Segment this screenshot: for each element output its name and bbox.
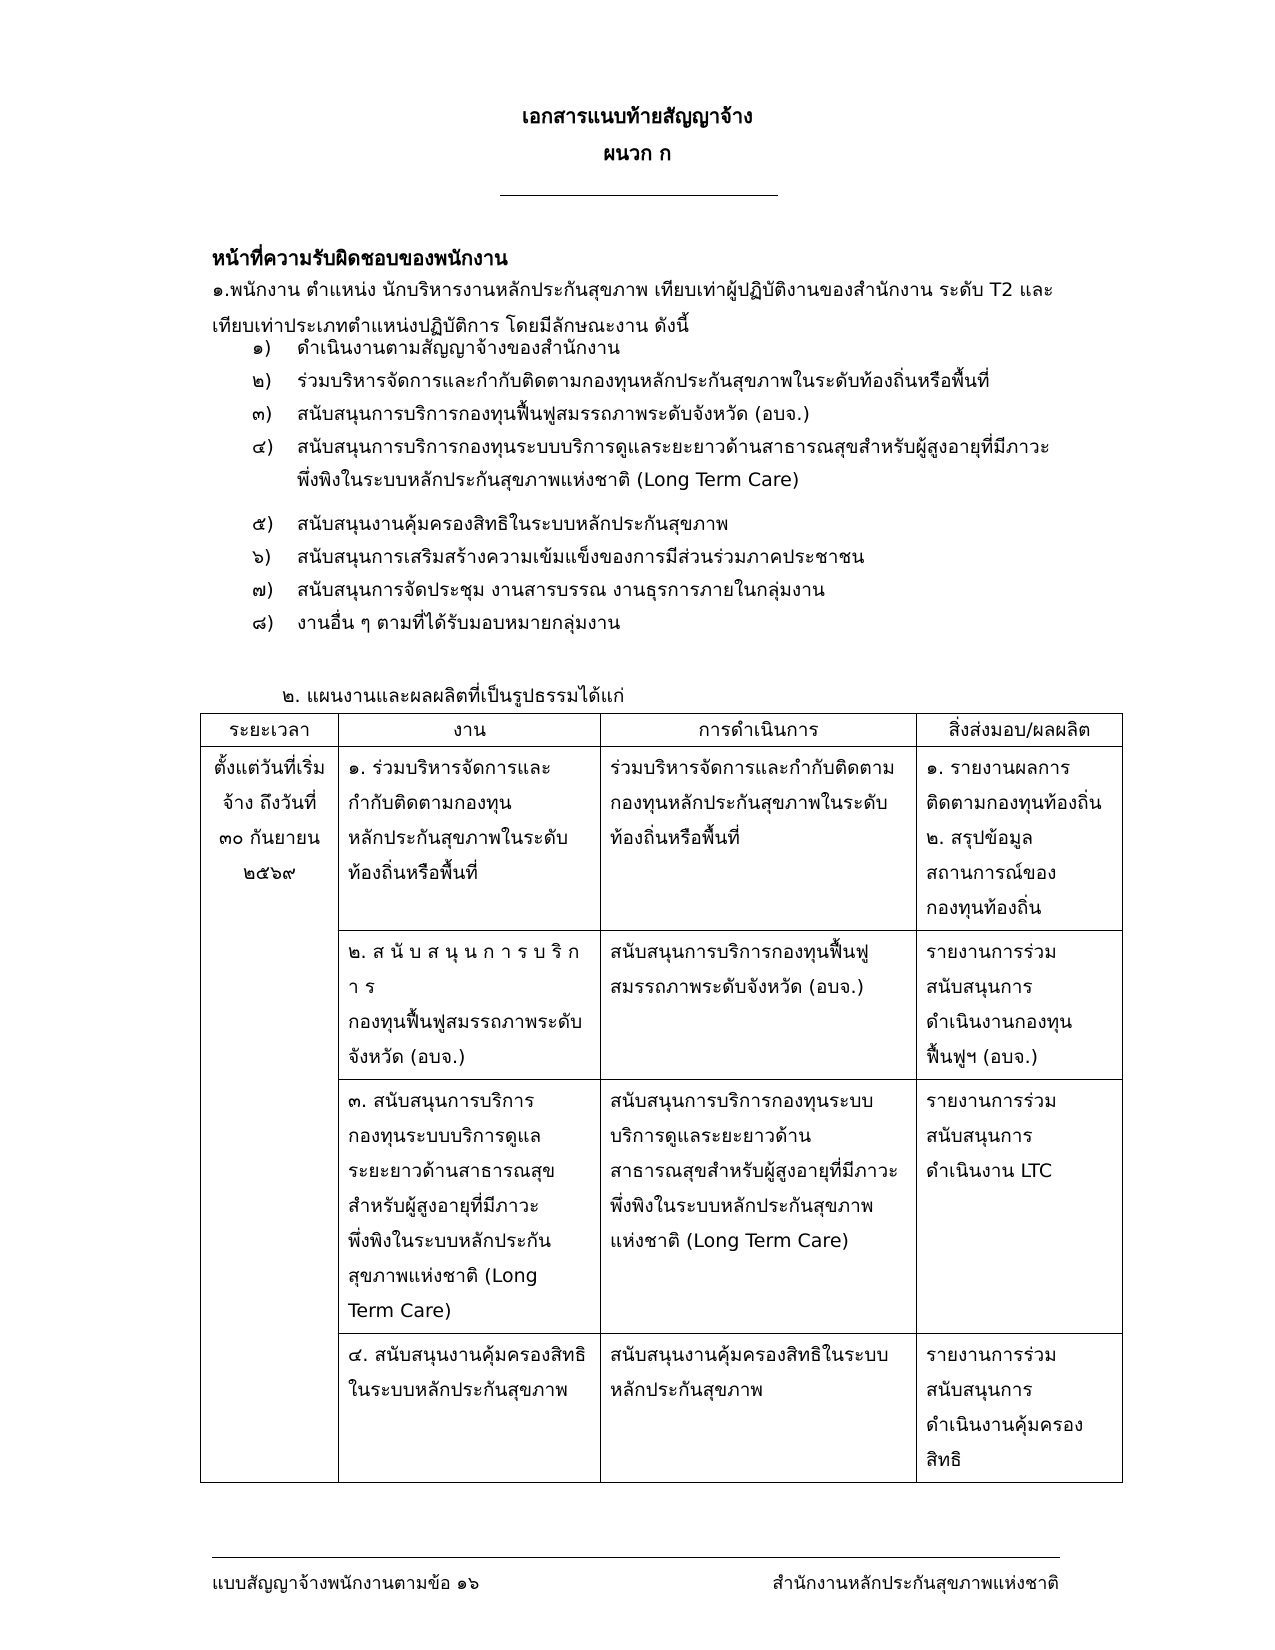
column-header-deliverable: สิ่งส่งมอบ/ผลผลิต [917,714,1123,747]
task-line: ๑. ร่วมบริหารจัดการและ [348,757,552,779]
action-line: สาธารณสุขสำหรับผู้สูงอายุที่มีภาวะ [610,1160,899,1182]
plan-heading: ๒. แผนงานและผลผลิตที่เป็นรูปธรรมได้แก่ [282,685,625,707]
task-line: ๔. สนับสนุนงานคุ้มครองสิทธิ [348,1344,587,1366]
duty-text: สนับสนุนงานคุ้มครองสิทธิในระบบหลักประกันสุขภาพ [297,513,729,535]
task-line: กองทุนระบบบริการดูแล [348,1125,542,1147]
period-line: จ้าง ถึงวันที่ [222,792,317,814]
table-row [201,1080,1123,1334]
task-line: จังหวัด (อบจ.) [348,1046,466,1068]
task-cell [339,1334,601,1483]
document-title: เอกสารแนบท้ายสัญญาจ้าง [522,104,753,128]
action-cell [601,747,917,931]
deliverable-cell [917,747,1123,931]
action-line: พึ่งพิงในระบบหลักประกันสุขภาพ [610,1195,874,1217]
task-line: ๓. สนับสนุนการบริการ [348,1090,535,1112]
task-line: พึ่งพิงในระบบหลักประกัน [348,1230,552,1252]
deliverable-line: ดำเนินงาน LTC [926,1160,1053,1182]
action-line: สนับสนุนการบริการกองทุนฟื้นฟู [610,941,869,963]
deliverable-line: รายงานการร่วม [926,941,1057,963]
period-line: ๒๕๖๙ [243,862,296,884]
task-line: หลักประกันสุขภาพในระดับ [348,827,569,849]
duty-item [252,398,1102,431]
deliverable-line: สถานการณ์ของ [926,862,1057,884]
duty-text: ดำเนินงานตามสัญญาจ้างของสำนักงาน [297,337,621,359]
action-line: หลักประกันสุขภาพ [610,1379,763,1401]
task-line: กองทุนฟื้นฟูสมรรถภาพระดับ [348,1011,583,1033]
duty-text: งานอื่น ๆ ตามที่ได้รับมอบหมายกลุ่มงาน [297,612,621,634]
duty-text: สนับสนุนการจัดประชุม งานสารบรรณ งานธุรการภายในกลุ่มงาน [297,579,825,601]
task-line: ในระบบหลักประกันสุขภาพ [348,1379,568,1401]
action-cell [601,1334,917,1483]
deliverable-cell [917,1334,1123,1483]
table-row [201,747,1123,931]
duty-item [252,607,1102,640]
task-cell [339,747,601,931]
column-header-task: งาน [339,714,601,747]
intro-line-1: ๑.พนักงาน ตำแหน่ง นักบริหารงานหลักประกันสุขภาพ เทียบเท่าผู้ปฏิบัติงานของสำนักงาน ระดับ T2 และ [212,279,1054,301]
deliverable-line: ติดตามกองทุนท้องถิ่น [926,792,1102,814]
duty-text [297,431,1097,497]
action-line: สนับสนุนงานคุ้มครองสิทธิในระบบ [610,1344,889,1366]
task-line: ท้องถิ่นหรือพื้นที่ [348,862,478,884]
action-cell [601,931,917,1080]
task-line: Term Care) [348,1300,452,1322]
deliverable-line: สนับสนุนการ [926,976,1033,998]
duty-text-line-1: สนับสนุนการบริการกองทุนระบบบริการดูแลระยะยาวด้านสาธารณสุขสำหรับผู้สูงอายุที่มีภาวะ [297,436,1050,458]
deliverable-cell [917,1080,1123,1334]
task-line: สำหรับผู้สูงอายุที่มีภาวะ [348,1195,540,1217]
duty-number: ๑) [252,337,272,359]
footer-organization: สำนักงานหลักประกันสุขภาพแห่งชาติ [772,1573,1059,1594]
deliverable-line: ๒. สรุปข้อมูล [926,827,1034,849]
duty-number: ๖) [252,546,272,568]
section-heading: หน้าที่ความรับผิดชอบของพนักงาน [212,246,508,270]
duty-number: ๔) [252,436,274,458]
deliverable-line: ฟื้นฟูฯ (อบจ.) [926,1046,1039,1068]
task-cell [339,1080,601,1334]
duty-item [252,332,1102,365]
deliverable-line: รายงานการร่วม [926,1344,1057,1366]
action-line: กองทุนหลักประกันสุขภาพในระดับ [610,792,888,814]
document-subtitle: ผนวก ก [603,141,672,165]
action-line: สมรรถภาพระดับจังหวัด (อบจ.) [610,976,865,998]
duty-number: ๗) [252,579,274,601]
task-line: ระยะยาวด้านสาธารณสุข [348,1160,556,1182]
action-cell [601,1080,917,1334]
deliverable-cell [917,931,1123,1080]
task-cell [339,931,601,1080]
duty-item [252,541,1102,574]
table-header-row [201,714,1123,747]
title-divider [500,195,778,196]
deliverable-line: ๑. รายงานผลการ [926,757,1071,779]
duty-text: ร่วมบริหารจัดการและกำกับติดตามกองทุนหลักประกันสุขภาพในระดับท้องถิ่นหรือพื้นที่ [297,370,990,392]
duty-item [252,508,1102,541]
duty-text: สนับสนุนการเสริมสร้างความเข้มแข็งของการมีส่วนร่วมภาคประชาชน [297,546,865,568]
plan-table [200,713,1123,1483]
deliverable-line: ดำเนินงานกองทุน [926,1011,1073,1033]
task-line: สุขภาพแห่งชาติ (Long [348,1265,538,1287]
task-line: ๒. ส นั บ ส นุ น ก า ร บ ริ ก า ร [348,941,580,998]
duty-number: ๒) [252,370,272,392]
duty-item [252,365,1102,398]
action-line: ร่วมบริหารจัดการและกำกับติดตาม [610,757,895,779]
task-line: กำกับติดตามกองทุน [348,792,512,814]
duty-number: ๘) [252,612,275,634]
table-row [201,1334,1123,1483]
duty-text: สนับสนุนการบริการกองทุนฟื้นฟูสมรรถภาพระดับจังหวัด (อบจ.) [297,403,810,425]
intro-line-2: เทียบเท่าประเภทตำแหน่งปฏิบัติการ โดยมีลักษณะงาน ดังนี้ [212,315,689,337]
deliverable-line: กองทุนท้องถิ่น [926,897,1042,919]
duty-item [252,574,1102,607]
action-line: แห่งชาติ (Long Term Care) [610,1230,849,1252]
deliverable-line: สนับสนุนการ [926,1379,1033,1401]
period-line: ๓๐ กันยายน [218,827,321,849]
footer-contract-reference: แบบสัญญาจ้างพนักงานตามข้อ ๑๖ [212,1573,480,1594]
deliverable-line: รายงานการร่วม [926,1090,1057,1112]
deliverable-line: สิทธิ [926,1449,962,1471]
duty-text-line-2: พึ่งพิงในระบบหลักประกันสุขภาพแห่งชาติ (Long Term Care) [297,469,800,491]
action-line: บริการดูแลระยะยาวด้าน [610,1125,812,1147]
action-line: ท้องถิ่นหรือพื้นที่ [610,827,740,849]
duty-item [252,431,1102,497]
period-line: ตั้งแต่วันที่เริ่ม [213,757,326,779]
duty-number: ๓) [252,403,273,425]
period-cell [201,747,339,1483]
table-row [201,931,1123,1080]
duty-number: ๕) [252,513,274,535]
column-header-period: ระยะเวลา [201,714,339,747]
deliverable-line: สนับสนุนการ [926,1125,1033,1147]
deliverable-line: ดำเนินงานคุ้มครอง [926,1414,1084,1436]
column-header-action: การดำเนินการ [601,714,917,747]
action-line: สนับสนุนการบริการกองทุนระบบ [610,1090,874,1112]
footer-divider [212,1557,1060,1558]
